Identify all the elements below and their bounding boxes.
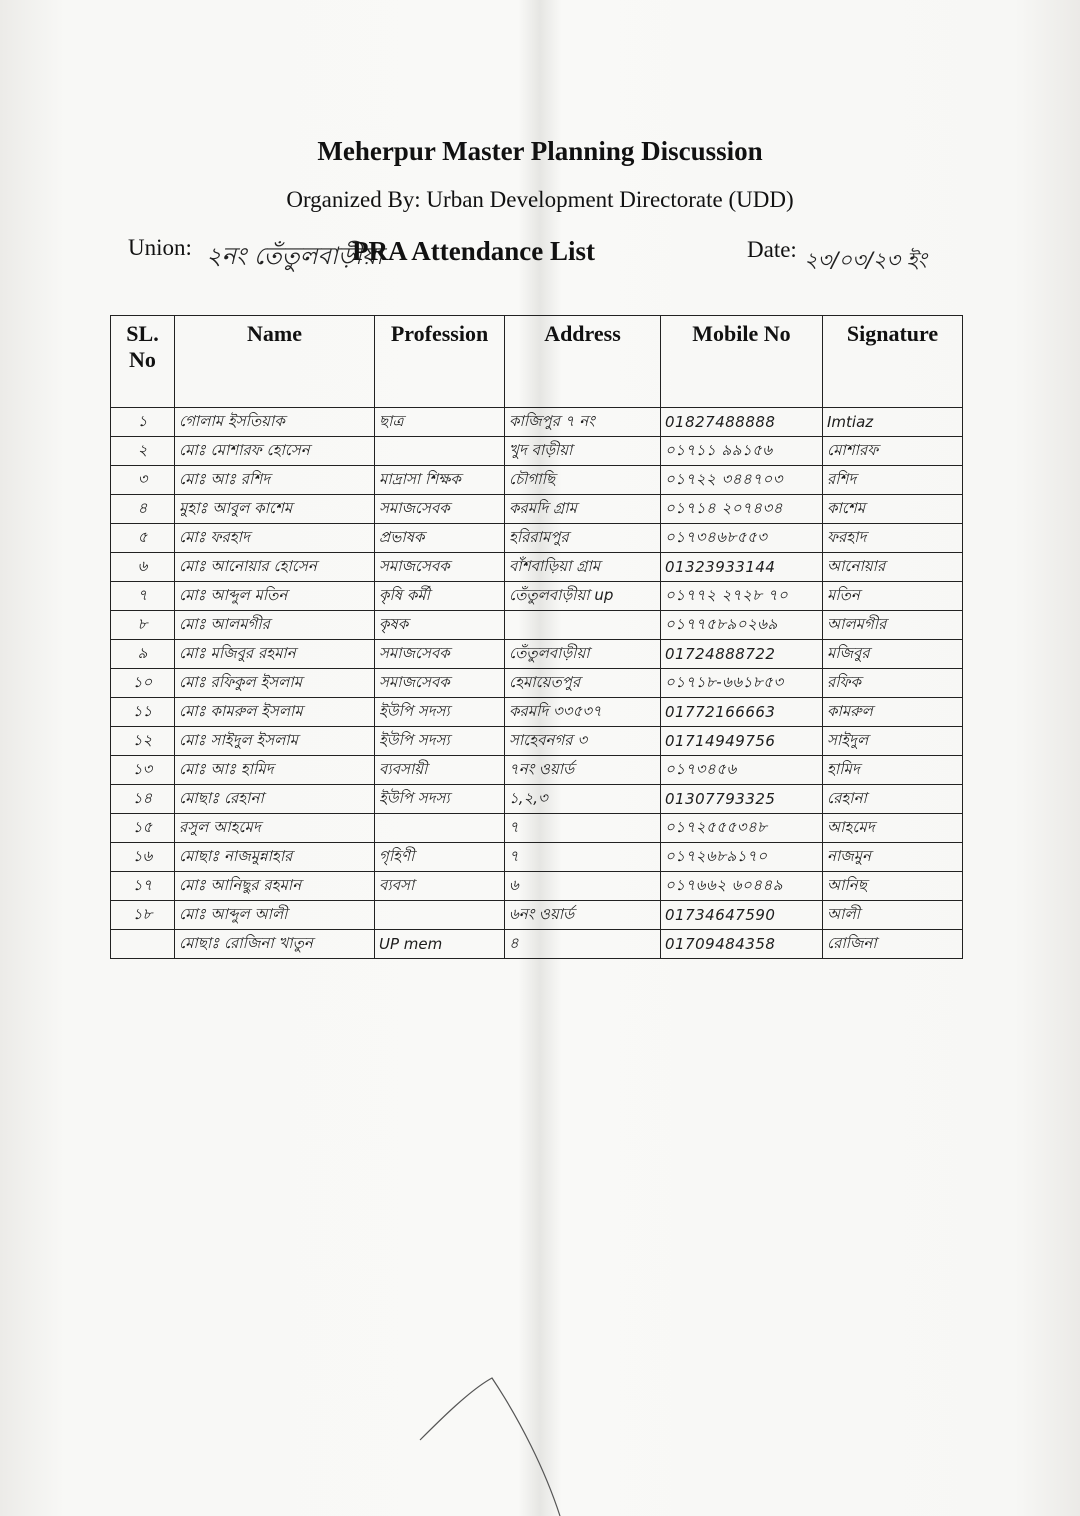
cell-address: করমদি গ্রাম xyxy=(505,495,661,524)
cell-sl-no: ১১ xyxy=(111,698,175,727)
cell-sl-no: ১২ xyxy=(111,727,175,756)
table-row xyxy=(111,814,963,843)
cell-profession: ব্যবসায়ী xyxy=(375,756,505,785)
cell-signature: কাশেম xyxy=(823,495,963,524)
cell-signature: রেহানা xyxy=(823,785,963,814)
table-row xyxy=(111,582,963,611)
cell-mobile-no: 01307793325 xyxy=(661,785,823,814)
cell-profession: UP mem xyxy=(375,930,505,959)
cell-mobile-no: ০১৭১১ ৯৯১৫৬ xyxy=(661,437,823,466)
cell-mobile-no: 01734647590 xyxy=(661,901,823,930)
column-header-profession: Profession xyxy=(375,316,505,408)
cell-profession xyxy=(375,901,505,930)
attendance-table xyxy=(110,315,963,959)
cell-name: মোঃ আনিছুর রহমান xyxy=(175,872,375,901)
cell-sl-no: ১৬ xyxy=(111,843,175,872)
cell-name: মোঃ সাইদুল ইসলাম xyxy=(175,727,375,756)
cell-name: মোঃ মোশারফ হোসেন xyxy=(175,437,375,466)
cell-address: হরিরামপুর xyxy=(505,524,661,553)
table-row xyxy=(111,930,963,959)
cell-address: ৭ xyxy=(505,814,661,843)
cell-sl-no: ২ xyxy=(111,437,175,466)
document-title: Meherpur Master Planning Discussion xyxy=(317,136,763,166)
table-row xyxy=(111,872,963,901)
cell-sl-no: ১৭ xyxy=(111,872,175,901)
table-row xyxy=(111,553,963,582)
column-header-name: Name xyxy=(175,316,375,408)
cell-signature: হামিদ xyxy=(823,756,963,785)
cell-mobile-no: ০১৭৭২ ২৭২৮ ৭০ xyxy=(661,582,823,611)
cell-signature: রোজিনা xyxy=(823,930,963,959)
cell-sl-no xyxy=(111,930,175,959)
cell-mobile-no: ০১৭৩৪৬৮৫৫৩ xyxy=(661,524,823,553)
cell-signature: রফিক xyxy=(823,669,963,698)
cell-signature: আলমগীর xyxy=(823,611,963,640)
cell-address: হেমায়েতপুর xyxy=(505,669,661,698)
cell-address: চৌগাছি xyxy=(505,466,661,495)
cell-profession: প্রভাষক xyxy=(375,524,505,553)
date-label: Date: xyxy=(747,237,797,262)
cell-mobile-no: ০১৭১৮-৬৬১৮৫৩ xyxy=(661,669,823,698)
cell-address: ৬নং ওয়ার্ড xyxy=(505,901,661,930)
cell-mobile-no: ০১৭৭৫৮৯০২৬৯ xyxy=(661,611,823,640)
cell-sl-no: ১ xyxy=(111,408,175,437)
cell-profession xyxy=(375,437,505,466)
cell-profession: ব্যবসা xyxy=(375,872,505,901)
cell-signature: সাইদুল xyxy=(823,727,963,756)
cell-signature: মজিবুর xyxy=(823,640,963,669)
table-row xyxy=(111,437,963,466)
cell-signature: মোশারফ xyxy=(823,437,963,466)
cell-name: মোঃ কামরুল ইসলাম xyxy=(175,698,375,727)
cell-profession: কৃষি কর্মী xyxy=(375,582,505,611)
union-label: Union: xyxy=(128,235,192,260)
cell-profession: ইউপি সদস্য xyxy=(375,727,505,756)
cell-sl-no: ৬ xyxy=(111,553,175,582)
cell-signature: আহমেদ xyxy=(823,814,963,843)
cell-profession: ইউপি সদস্য xyxy=(375,698,505,727)
cell-mobile-no: ০১৭১৪ ২০৭৪৩৪ xyxy=(661,495,823,524)
attendance-list-title: PRA Attendance List xyxy=(352,236,595,266)
cell-sl-no: ১৩ xyxy=(111,756,175,785)
cell-signature: Imtiaz xyxy=(823,408,963,437)
cell-address: ৭ xyxy=(505,843,661,872)
cell-name: মোঃ ফরহাদ xyxy=(175,524,375,553)
cell-signature: আনিছ xyxy=(823,872,963,901)
cell-profession: ইউপি সদস্য xyxy=(375,785,505,814)
cell-address: খুদ বাড়ীয়া xyxy=(505,437,661,466)
table-row xyxy=(111,408,963,437)
cell-name: গোলাম ইসতিয়াক xyxy=(175,408,375,437)
cell-name: মোছাঃ রোজিনা খাতুন xyxy=(175,930,375,959)
cell-address xyxy=(505,611,661,640)
cell-name: মোঃ আব্দুল আলী xyxy=(175,901,375,930)
cell-profession xyxy=(375,814,505,843)
column-header-address: Address xyxy=(505,316,661,408)
cell-name: রসুল আহমেদ xyxy=(175,814,375,843)
table-row xyxy=(111,495,963,524)
column-header-sl: SL. No xyxy=(111,316,175,408)
cell-mobile-no: 01724888722 xyxy=(661,640,823,669)
cell-sl-no: ৭ xyxy=(111,582,175,611)
cell-address: বাঁশবাড়িয়া গ্রাম xyxy=(505,553,661,582)
cell-name: মোঃ আলমগীর xyxy=(175,611,375,640)
cell-mobile-no: ০১৭২৬৮৯১৭০ xyxy=(661,843,823,872)
table-row xyxy=(111,756,963,785)
cell-mobile-no: 01827488888 xyxy=(661,408,823,437)
cell-sl-no: ১৫ xyxy=(111,814,175,843)
organizer-line: Organized By: Urban Development Directorate (UDD) xyxy=(286,187,794,212)
cell-address: করমদি ৩৩৫৩৭ xyxy=(505,698,661,727)
attendance-rows xyxy=(111,408,963,959)
cell-signature: রশিদ xyxy=(823,466,963,495)
cell-sl-no: ৮ xyxy=(111,611,175,640)
cell-mobile-no: 01714949756 xyxy=(661,727,823,756)
cell-sl-no: ১০ xyxy=(111,669,175,698)
cell-mobile-no: ০১৭৩৪৫৬ xyxy=(661,756,823,785)
cell-name: মোছাঃ রেহানা xyxy=(175,785,375,814)
cell-sl-no: ৩ xyxy=(111,466,175,495)
cell-mobile-no: 01323933144 xyxy=(661,553,823,582)
table-row xyxy=(111,698,963,727)
cell-profession: সমাজসেবক xyxy=(375,553,505,582)
cell-mobile-no: 01709484358 xyxy=(661,930,823,959)
table-row xyxy=(111,727,963,756)
cell-profession: সমাজসেবক xyxy=(375,669,505,698)
cell-address: কাজিপুর ৭ নং xyxy=(505,408,661,437)
union-value: ২নং তেঁতুলবাড়ীয়া xyxy=(206,242,383,270)
table-row xyxy=(111,524,963,553)
table-row xyxy=(111,611,963,640)
cell-name: মুহাঃ আবুল কাশেম xyxy=(175,495,375,524)
table-row xyxy=(111,669,963,698)
cell-profession: সমাজসেবক xyxy=(375,640,505,669)
cell-sl-no: ৪ xyxy=(111,495,175,524)
cell-address: তেঁতুলবাড়ীয়া up xyxy=(505,582,661,611)
cell-name: মোঃ আব্দুল মতিন xyxy=(175,582,375,611)
cell-address: সাহেবনগর ৩ xyxy=(505,727,661,756)
cell-profession: ছাত্র xyxy=(375,408,505,437)
cell-name: মোঃ আনোয়ার হোসেন xyxy=(175,553,375,582)
cell-mobile-no: ০১৭৬৬২ ৬০৪৪৯ xyxy=(661,872,823,901)
cell-sl-no: ৫ xyxy=(111,524,175,553)
table-header-row xyxy=(111,316,963,408)
cell-signature: আলী xyxy=(823,901,963,930)
cell-sl-no: ১৮ xyxy=(111,901,175,930)
cell-sl-no: ৯ xyxy=(111,640,175,669)
cell-signature: নাজমুন xyxy=(823,843,963,872)
table-row xyxy=(111,843,963,872)
column-header-mobile: Mobile No xyxy=(661,316,823,408)
cell-mobile-no: ০১৭২৫৫৫৩৪৮ xyxy=(661,814,823,843)
cell-name: মোঃ রফিকুল ইসলাম xyxy=(175,669,375,698)
cell-mobile-no: ০১৭২২ ৩৪৪৭০৩ xyxy=(661,466,823,495)
cell-name: মোঃ আঃ হামিদ xyxy=(175,756,375,785)
date-value: ২৩/০৩/২৩ ইং xyxy=(804,248,927,272)
cell-sl-no: ১৪ xyxy=(111,785,175,814)
cell-profession: মাদ্রাসা শিক্ষক xyxy=(375,466,505,495)
cell-name: মোছাঃ নাজমুন্নাহার xyxy=(175,843,375,872)
table-row xyxy=(111,640,963,669)
cell-mobile-no: 01772166663 xyxy=(661,698,823,727)
cell-address: ১,২,৩ xyxy=(505,785,661,814)
table-row xyxy=(111,785,963,814)
cell-address: ৭নং ওয়ার্ড xyxy=(505,756,661,785)
cell-name: মোঃ আঃ রশিদ xyxy=(175,466,375,495)
cell-signature: ফরহাদ xyxy=(823,524,963,553)
cell-profession: সমাজসেবক xyxy=(375,495,505,524)
table-row xyxy=(111,901,963,930)
column-header-signature: Signature xyxy=(823,316,963,408)
table-row xyxy=(111,466,963,495)
cell-address: তেঁতুলবাড়ীয়া xyxy=(505,640,661,669)
cell-profession: গৃহিণী xyxy=(375,843,505,872)
cell-address: ৬ xyxy=(505,872,661,901)
cell-signature: আনোয়ার xyxy=(823,553,963,582)
cell-name: মোঃ মজিবুর রহমান xyxy=(175,640,375,669)
cell-profession: কৃষক xyxy=(375,611,505,640)
cell-signature: কামরুল xyxy=(823,698,963,727)
cell-signature: মতিন xyxy=(823,582,963,611)
cell-address: ৪ xyxy=(505,930,661,959)
